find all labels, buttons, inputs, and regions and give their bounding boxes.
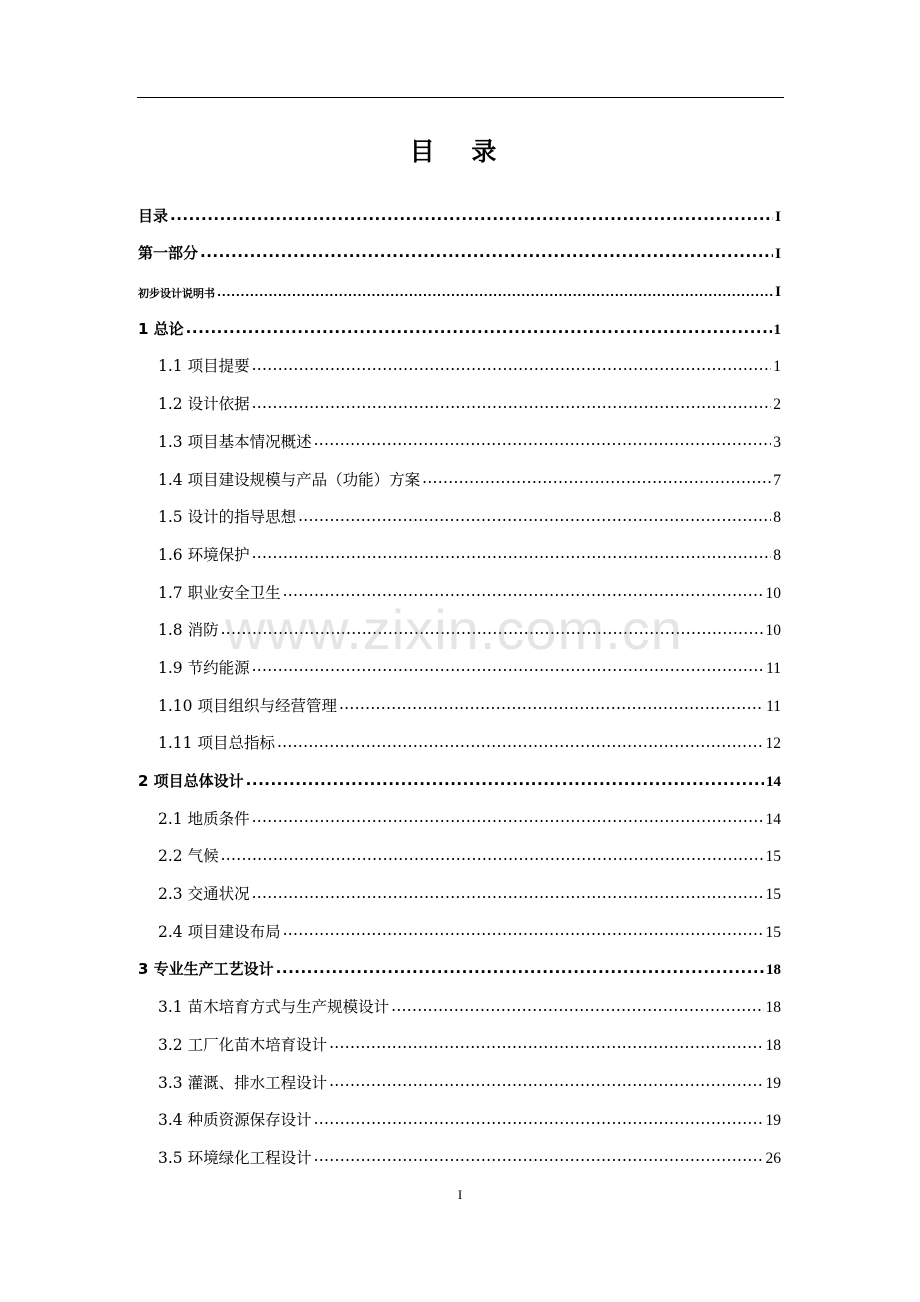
toc-entry-page: 18: [766, 962, 781, 979]
toc-entry[interactable]: [138, 866, 781, 904]
toc-entry-label: 2.3 交通状况: [158, 885, 250, 904]
toc-leader-dots: [329, 1074, 763, 1093]
toc-leader-dots: [314, 1149, 764, 1168]
toc-entry-label: 3.4 种质资源保存设计: [158, 1111, 312, 1130]
toc-entry-page: 1: [773, 358, 781, 376]
toc-entry-label: 2.2 气候: [158, 847, 219, 866]
toc-entry-page: 18: [765, 999, 781, 1017]
toc-leader-dots: [170, 208, 773, 226]
toc-entry[interactable]: [138, 414, 781, 452]
toc-entry[interactable]: [138, 829, 781, 867]
toc-entry[interactable]: [138, 1130, 781, 1168]
toc-leader-dots: [252, 659, 764, 678]
toc-entry-page: I: [775, 246, 781, 263]
toc-entry-label: 1 总论: [138, 319, 184, 338]
toc-entry-label: 1.8 消防: [158, 621, 219, 640]
toc-leader-dots: [391, 999, 763, 1018]
toc-entry-page: 15: [765, 923, 781, 941]
toc-entry-label: 第一部分: [138, 244, 199, 263]
toc-leader-dots: [252, 546, 772, 565]
toc-entry-label: 1.4 项目建设规模与产品（功能）方案: [158, 470, 421, 489]
toc-entry-label: 1.6 环境保护: [158, 545, 250, 564]
toc-entry[interactable]: [138, 942, 781, 980]
toc-entry-label: 1.2 设计依据: [158, 395, 250, 414]
toc-entry-label: 3.1 苗木培育方式与生产规模设计: [158, 998, 390, 1017]
toc-entry[interactable]: [138, 979, 781, 1017]
toc-entry[interactable]: [138, 678, 781, 716]
toc-entry-label: 2 项目总体设计: [138, 772, 244, 790]
toc-entry-page: 15: [765, 886, 781, 904]
toc-leader-dots: [217, 287, 773, 301]
toc-entry[interactable]: [138, 226, 781, 264]
header-rule: [137, 97, 784, 98]
toc-entry-label: 3.3 灌溉、排水工程设计: [158, 1073, 328, 1092]
toc-entry-page: 11: [766, 697, 781, 715]
toc-entry-page: 14: [766, 774, 781, 790]
toc-entry-page: I: [775, 208, 781, 225]
toc-entry-page: 26: [765, 1149, 781, 1167]
toc-leader-dots: [252, 810, 764, 829]
toc-entry-label: 3.5 环境绿化工程设计: [158, 1148, 312, 1167]
toc-entry[interactable]: [138, 716, 781, 754]
toc-entry-page: 8: [773, 509, 781, 527]
toc-entry-label: 初步设计说明书: [138, 287, 215, 301]
toc-entry[interactable]: [138, 301, 781, 339]
toc-entry-page: 10: [765, 622, 781, 640]
toc-entry-page: 10: [765, 584, 781, 602]
toc-entry[interactable]: [138, 1055, 781, 1093]
toc-entry-label: 3 专业生产工艺设计: [138, 960, 274, 979]
toc-leader-dots: [200, 245, 773, 263]
toc-entry[interactable]: [138, 1017, 781, 1055]
toc-entry-page: 7: [773, 471, 781, 489]
toc-leader-dots: [339, 697, 764, 716]
page-title: 目 录: [409, 137, 511, 166]
watermark: www.zixin.com.cn: [225, 598, 683, 661]
toc-entry-label: 1.5 设计的指导思想: [158, 508, 297, 527]
toc-entry-page: 2: [773, 396, 781, 414]
toc-entry-page: 11: [766, 659, 781, 677]
toc-entry-label: 1.10 项目组织与经营管理: [158, 696, 337, 715]
toc-entry-page: 3: [773, 433, 781, 451]
toc-leader-dots: [314, 433, 772, 452]
toc-entry[interactable]: [138, 452, 781, 490]
page-number: I: [457, 1187, 463, 1202]
toc-entry[interactable]: [138, 339, 781, 377]
toc-entry-label: 1.7 职业安全卫生: [158, 583, 281, 602]
toc-entry-label: 1.3 项目基本情况概述: [158, 432, 312, 451]
toc-leader-dots: [186, 321, 772, 339]
toc-entry-label: 目录: [138, 206, 169, 225]
toc-entry-label: 1.11 项目总指标: [158, 734, 275, 753]
toc-entry-page: 19: [765, 1112, 781, 1130]
toc-entry[interactable]: [138, 188, 781, 226]
toc-entry-label: 2.4 项目建设布局: [158, 922, 281, 941]
toc-leader-dots: [252, 886, 764, 905]
toc-entry-label: 1.1 项目提要: [158, 357, 250, 376]
toc-leader-dots: [422, 471, 771, 490]
toc-entry-page: 1: [773, 321, 781, 338]
toc-entry[interactable]: [138, 791, 781, 829]
toc-entry-page: I: [775, 284, 781, 301]
toc-entry[interactable]: [138, 753, 781, 791]
toc-entry-page: 14: [765, 810, 781, 828]
toc-entry-label: 1.9 节约能源: [158, 658, 250, 677]
toc-entry-label: 3.2 工厂化苗木培育设计: [158, 1035, 328, 1054]
toc-leader-dots: [276, 961, 764, 979]
toc-entry-page: 18: [765, 1036, 781, 1054]
toc-entry[interactable]: [138, 490, 781, 528]
toc-entry-page: 12: [765, 735, 781, 753]
toc-leader-dots: [298, 509, 771, 528]
toc-leader-dots: [252, 358, 772, 377]
toc-leader-dots: [252, 396, 772, 415]
toc-leader-dots: [314, 1112, 764, 1131]
toc-entry-label: 2.1 地质条件: [158, 809, 250, 828]
toc-entry[interactable]: [138, 376, 781, 414]
toc-entry-page: 15: [765, 848, 781, 866]
toc-entry[interactable]: [138, 527, 781, 565]
toc-entry[interactable]: [138, 263, 781, 301]
toc-leader-dots: [283, 923, 764, 942]
toc-entry-page: 8: [773, 546, 781, 564]
toc-leader-dots: [221, 848, 764, 867]
toc-entry[interactable]: [138, 904, 781, 942]
table-of-contents: [138, 188, 781, 1168]
toc-leader-dots: [329, 1036, 763, 1055]
toc-entry-page: 19: [765, 1074, 781, 1092]
toc-leader-dots: [246, 773, 764, 791]
toc-entry[interactable]: [138, 1093, 781, 1131]
toc-leader-dots: [277, 735, 764, 754]
